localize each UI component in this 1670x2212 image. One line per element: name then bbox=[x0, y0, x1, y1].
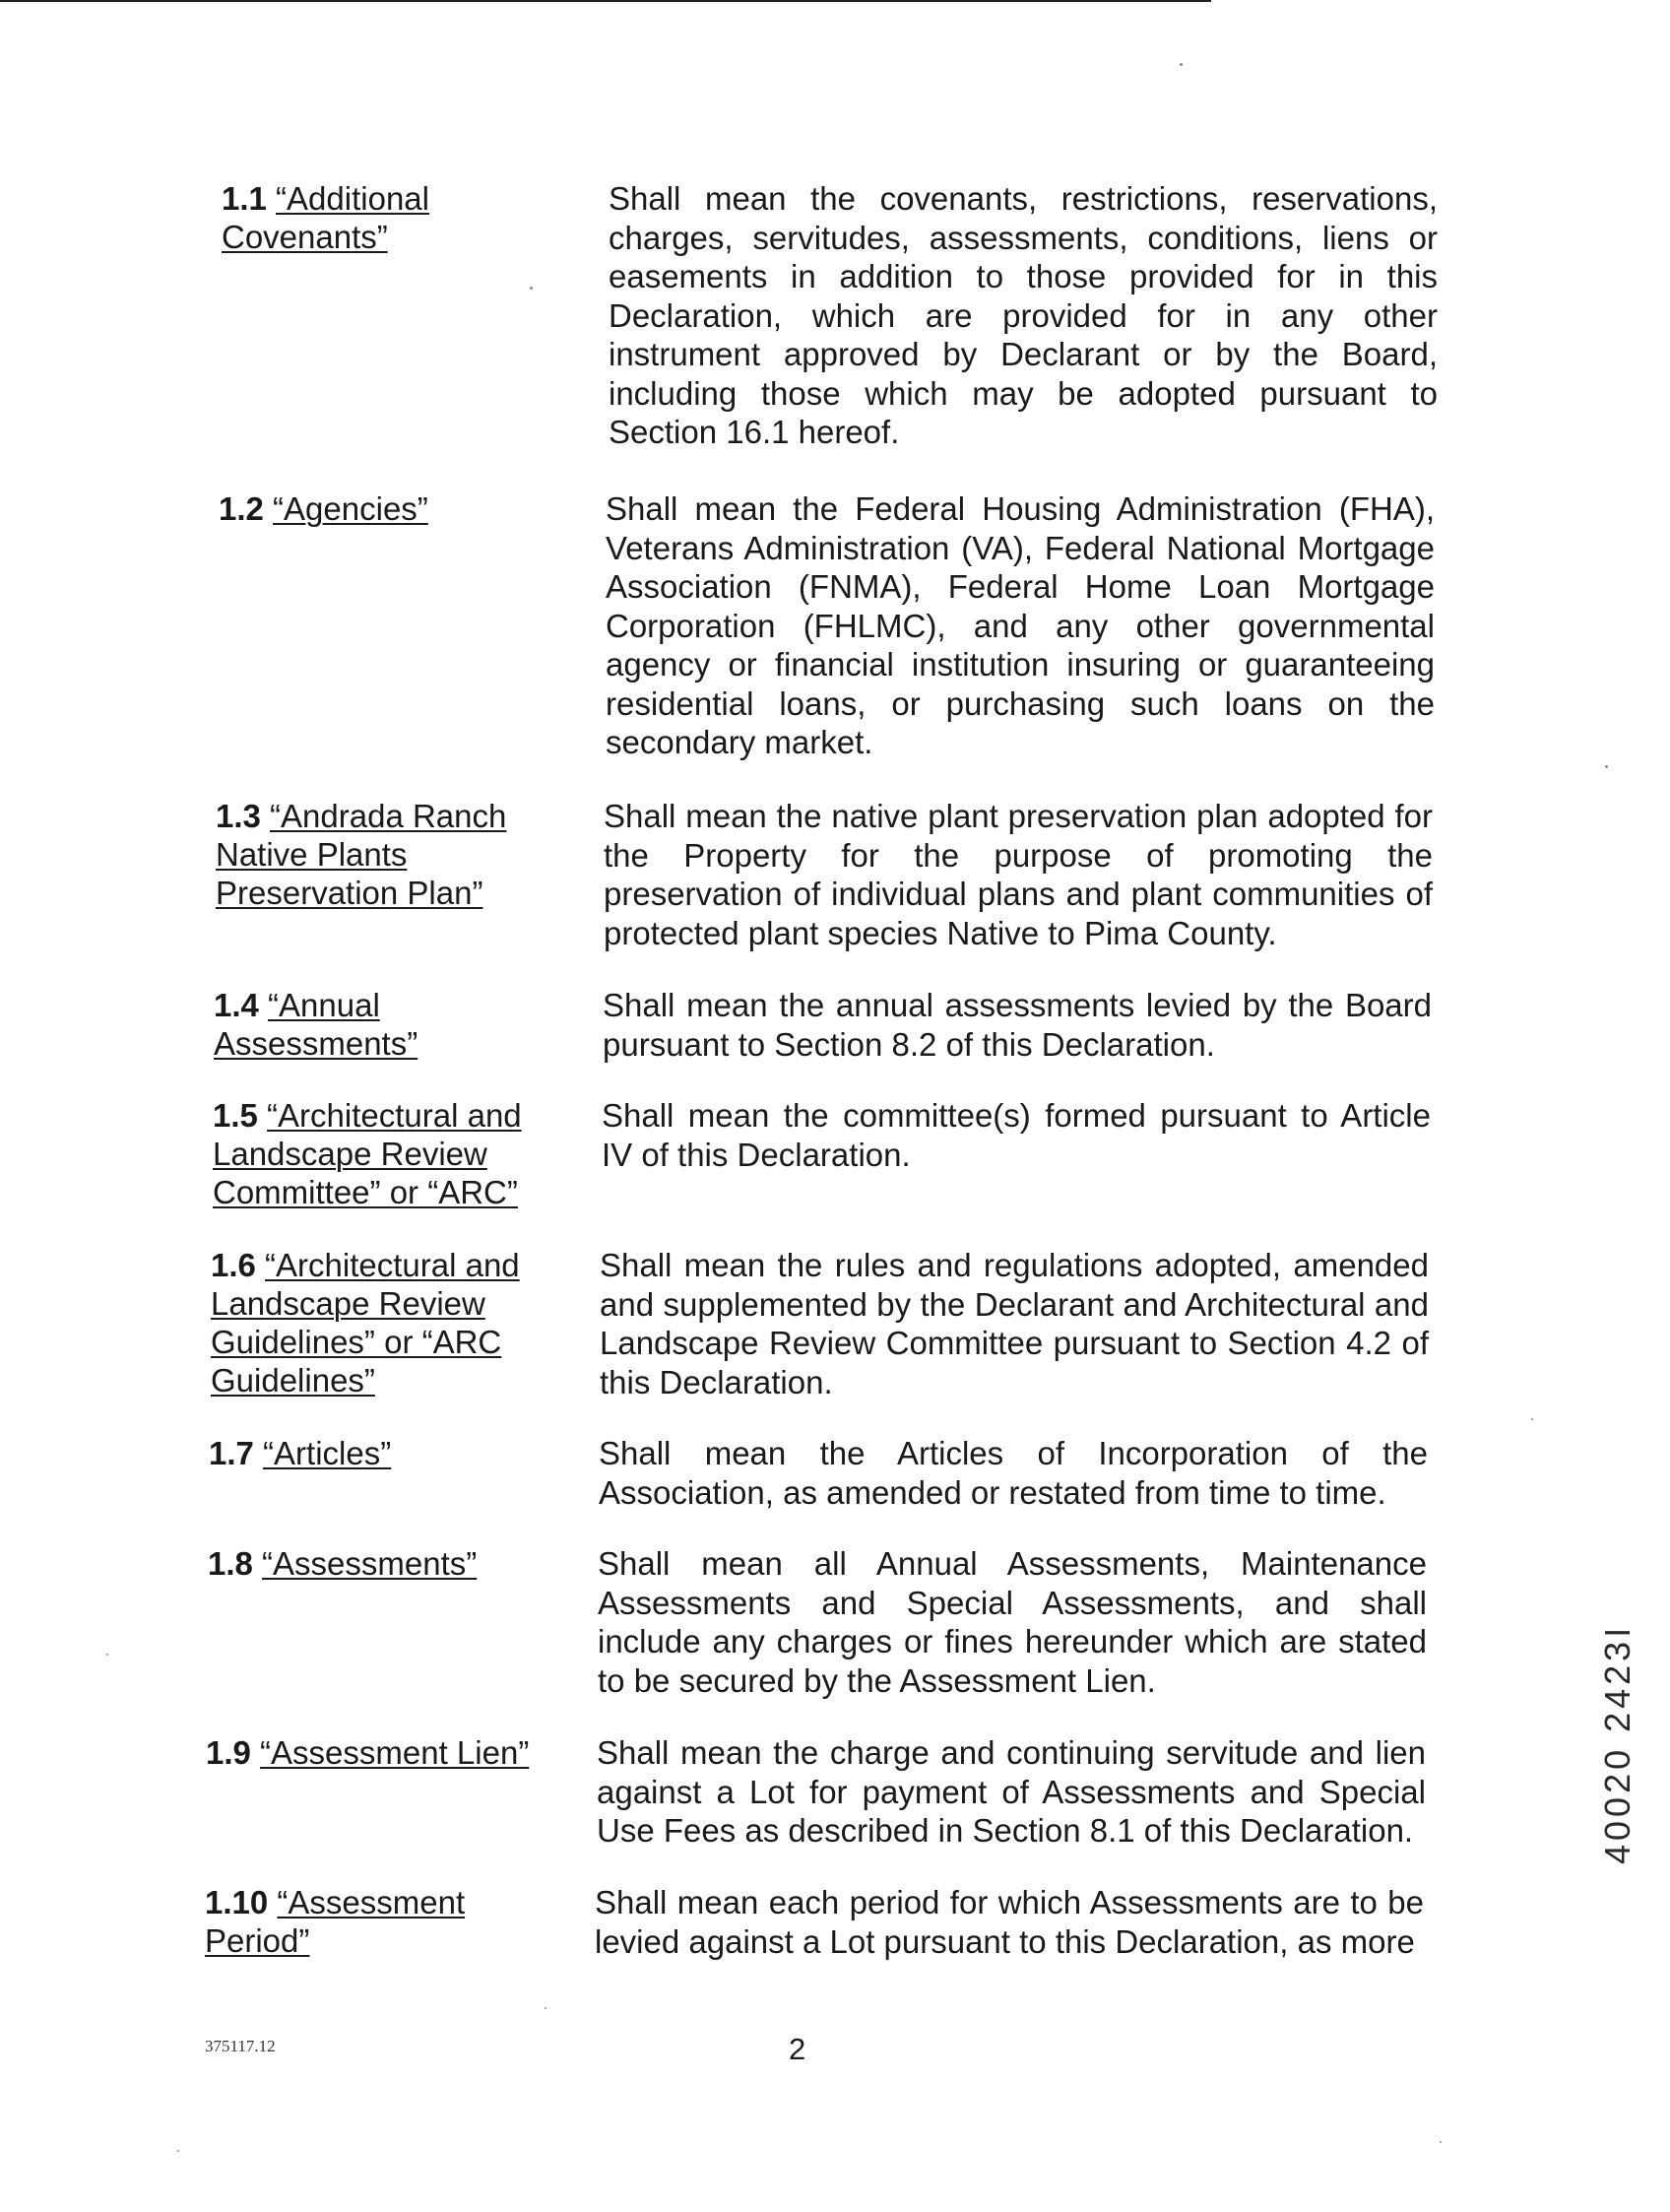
definition-name: “Assessment Lien” bbox=[260, 1734, 530, 1771]
definition-number: 1.9 bbox=[206, 1734, 251, 1771]
scan-speck bbox=[106, 1654, 108, 1656]
definition-number: 1.10 bbox=[205, 1884, 269, 1920]
definition-name: “Assessments” bbox=[262, 1545, 478, 1582]
scan-speck bbox=[530, 287, 533, 290]
definition-name: “Architectural and Landscape Review Guidelines” or “ARC Guidelines” bbox=[211, 1247, 520, 1399]
definition-name: “Articles” bbox=[263, 1435, 392, 1471]
definition-term bbox=[209, 1434, 504, 1472]
page-number: 2 bbox=[789, 2032, 806, 2066]
definition-name: “Additional Covenants” bbox=[222, 180, 429, 255]
definition-number: 1.2 bbox=[219, 490, 264, 527]
definition-text: Shall mean the charge and continuing servitude and lien against a Lot for payment of Assessments and Special Use Fees as described in Section 8.1 of this Declaration. bbox=[597, 1734, 1426, 1849]
definition-name: “Andrada Ranch Native Plants Preservation Plan” bbox=[216, 798, 507, 911]
definition-name: “Assessment Period” bbox=[205, 1884, 466, 1959]
definition-number: 1.8 bbox=[208, 1545, 253, 1582]
definition-name: “Agencies” bbox=[273, 490, 428, 527]
definition-number: 1.6 bbox=[211, 1247, 256, 1283]
definition-text: Shall mean the Articles of Incorporation of the Association, as amended or restated from time to time. bbox=[599, 1435, 1428, 1511]
definition-text: Shall mean the Federal Housing Administration (FHA), Veterans Administration (VA), Federal National Mortgage Association (FNMA), Federal Home Loan Mortgage Corporation (FHLMC), and any other governmental agency or financial institution insuring or guaranteeing residential loans, or purchasing such loans on the secondary market. bbox=[606, 490, 1435, 760]
definition-number: 1.3 bbox=[216, 798, 261, 834]
definition-number: 1.4 bbox=[214, 987, 259, 1023]
scan-speck bbox=[545, 2007, 546, 2009]
definition-number: 1.7 bbox=[209, 1435, 254, 1471]
side-document-stamp: 40020 2423I bbox=[1597, 1623, 1638, 1864]
scan-speck bbox=[1180, 63, 1183, 66]
definition-term bbox=[211, 1246, 541, 1399]
definition-term bbox=[222, 179, 458, 256]
definition-term bbox=[214, 986, 450, 1063]
definition-number: 1.1 bbox=[222, 180, 267, 217]
definition-name: “Architectural and Landscape Review Committee” or “ARC” bbox=[213, 1097, 522, 1210]
definition-term bbox=[205, 1883, 500, 1960]
scan-speck bbox=[1531, 1418, 1533, 1420]
definition-text: Shall mean each period for which Assessments are to be levied against a Lot pursuant to this Declaration, as more bbox=[595, 1884, 1424, 1960]
definition-text: Shall mean the native plant preservation plan adopted for the Property for the purpose of promoting the preservation of individual plans and plant communities of protected plant species Native to Pima County. bbox=[604, 798, 1433, 951]
scan-speck bbox=[177, 2150, 179, 2152]
scan-speck bbox=[1440, 2141, 1442, 2143]
definition-text: Shall mean the committee(s) formed pursuant to Article IV of this Declaration. bbox=[602, 1097, 1431, 1173]
definition-text: Shall mean the covenants, restrictions, reservations, charges, servitudes, assessments, conditions, liens or easements in addition to those provided for in this Declaration, which are provided for in any other instrument approved by Declarant or by the Board, including those which may be adopted pursuant to Section 16.1 hereof. bbox=[609, 180, 1438, 450]
definition-text: Shall mean the rules and regulations adopted, amended and supplemented by the Declarant and Architectural and Landscape Review Committee pursuant to Section 4.2 of this Declaration. bbox=[600, 1247, 1429, 1400]
definition-term bbox=[219, 489, 455, 528]
definition-number: 1.5 bbox=[213, 1097, 258, 1134]
definition-text: Shall mean the annual assessments levied by the Board pursuant to Section 8.2 of this Declaration. bbox=[603, 987, 1432, 1063]
definition-term bbox=[213, 1096, 547, 1211]
definition-term bbox=[206, 1733, 580, 1772]
scan-speck bbox=[1605, 765, 1608, 768]
definition-name: “Annual Assessments” bbox=[214, 987, 418, 1062]
definition-text: Shall mean all Annual Assessments, Maintenance Assessments and Special Assessments, and shall include any charges or fines hereunder which are stated to be secured by the Assessment Lien. bbox=[598, 1545, 1427, 1699]
document-id: 375117.12 bbox=[205, 2037, 276, 2055]
definition-term bbox=[208, 1544, 543, 1583]
definition-term bbox=[216, 797, 521, 912]
